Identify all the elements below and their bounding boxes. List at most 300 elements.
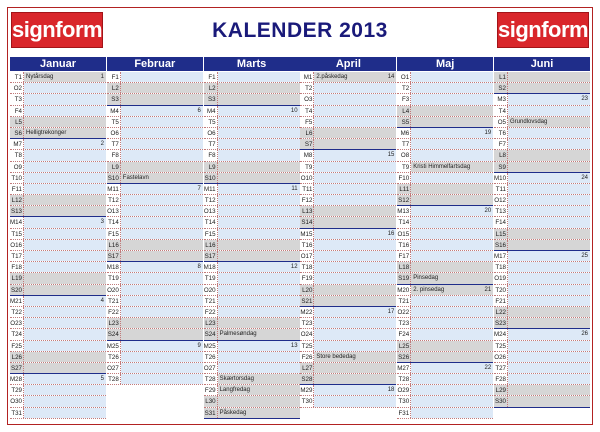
day-row[interactable] [10, 195, 106, 206]
day-row[interactable] [107, 251, 203, 262]
day-row[interactable] [397, 139, 493, 150]
day-row[interactable] [10, 285, 106, 296]
day-row[interactable] [107, 195, 203, 206]
holiday-name: Store bededag [316, 353, 356, 360]
day-note-area [508, 307, 590, 317]
day-label: S19 [398, 275, 410, 283]
day-row[interactable] [397, 184, 493, 195]
day-row[interactable] [300, 352, 396, 363]
day-note-area [411, 229, 493, 239]
day-label: S31 [204, 409, 216, 417]
day-row[interactable] [204, 329, 300, 340]
day-note-area [508, 285, 590, 295]
day-row[interactable] [494, 285, 590, 296]
day-row[interactable] [397, 72, 493, 83]
day-row[interactable] [494, 173, 590, 184]
day-row[interactable] [300, 217, 396, 228]
day-row[interactable] [10, 72, 106, 83]
day-note-area [314, 329, 396, 339]
day-note-area [314, 296, 396, 306]
day-label: O26 [494, 353, 506, 361]
day-row[interactable] [494, 251, 590, 262]
day-row[interactable] [107, 318, 203, 329]
day-row[interactable] [494, 195, 590, 206]
day-row[interactable] [494, 296, 590, 307]
day-label: S17 [204, 253, 216, 260]
day-note-area [508, 262, 590, 272]
day-note-area [24, 251, 106, 261]
day-row[interactable] [397, 262, 493, 273]
day-row[interactable] [10, 296, 106, 307]
day-label: T9 [300, 162, 314, 172]
day-row[interactable] [494, 240, 590, 251]
day-label: F1 [107, 72, 121, 82]
day-note-area [411, 217, 493, 227]
day-row[interactable] [397, 162, 493, 173]
day-row[interactable] [397, 296, 493, 307]
day-row[interactable] [204, 273, 300, 284]
day-label: F8 [204, 150, 218, 160]
day-row[interactable] [300, 273, 396, 284]
day-row[interactable] [10, 251, 106, 262]
day-row[interactable] [204, 117, 300, 128]
day-row[interactable] [494, 206, 590, 217]
day-note-area [218, 217, 300, 227]
day-label: M3 [494, 94, 508, 104]
day-row[interactable] [300, 206, 396, 217]
day-row[interactable] [204, 385, 300, 396]
day-row[interactable] [107, 117, 203, 128]
day-row[interactable] [300, 72, 396, 83]
day-row[interactable] [300, 173, 396, 184]
day-row[interactable] [204, 408, 300, 419]
day-row[interactable] [10, 341, 106, 352]
day-row[interactable] [107, 352, 203, 363]
day-row[interactable] [204, 396, 300, 407]
day-row[interactable] [397, 307, 493, 318]
day-note-area [411, 128, 493, 138]
day-row[interactable] [300, 251, 396, 262]
day-row[interactable] [397, 251, 493, 262]
day-note-area [24, 195, 106, 205]
day-row[interactable] [10, 229, 106, 240]
day-label: L11 [397, 184, 411, 194]
holiday-name: Kristi Himmelfartsdag [413, 163, 471, 170]
week-number: 4 [100, 297, 104, 304]
day-row[interactable] [494, 83, 590, 94]
day-label: T28 [108, 376, 119, 384]
day-label: L23 [108, 320, 119, 328]
day-row[interactable] [300, 117, 396, 128]
day-row[interactable] [204, 262, 300, 273]
day-label: S24 [204, 331, 216, 339]
day-label: T4 [300, 106, 314, 116]
day-row[interactable] [204, 150, 300, 161]
day-row[interactable] [494, 273, 590, 284]
day-label: O20 [107, 286, 119, 294]
day-row[interactable] [494, 162, 590, 173]
day-row[interactable] [204, 363, 300, 374]
day-row[interactable] [397, 206, 493, 217]
day-row[interactable] [107, 374, 203, 385]
day-row[interactable] [107, 173, 203, 184]
day-row[interactable] [300, 396, 396, 407]
day-row[interactable] [397, 352, 493, 363]
day-row[interactable] [204, 251, 300, 262]
day-row[interactable] [107, 83, 203, 94]
day-row[interactable] [300, 329, 396, 340]
day-row[interactable] [10, 128, 106, 139]
day-note-area [508, 240, 590, 250]
day-label: L19 [11, 275, 22, 283]
day-row[interactable] [397, 106, 493, 117]
day-note-area [218, 396, 300, 406]
day-row[interactable] [300, 150, 396, 161]
week-number: 13 [290, 342, 298, 349]
day-row[interactable] [10, 396, 106, 407]
day-row[interactable] [494, 329, 590, 340]
day-row[interactable] [300, 139, 396, 150]
day-note-area [218, 206, 300, 216]
day-note-area [411, 408, 493, 418]
day-label: S3 [107, 94, 121, 104]
day-row[interactable] [107, 162, 203, 173]
day-row[interactable] [494, 139, 590, 150]
day-note-area [508, 385, 590, 395]
day-row[interactable] [107, 184, 203, 195]
day-row[interactable] [494, 128, 590, 139]
day-list [300, 72, 396, 408]
day-row[interactable] [494, 106, 590, 117]
day-row[interactable] [397, 273, 493, 284]
holiday-name: Palmesøndag [219, 331, 257, 338]
day-row[interactable] [204, 285, 300, 296]
day-row[interactable] [107, 106, 203, 117]
month-header: Februar [107, 57, 203, 71]
day-note-area [411, 385, 493, 395]
day-row[interactable] [107, 128, 203, 139]
day-row[interactable] [204, 296, 300, 307]
day-row[interactable] [10, 206, 106, 217]
day-row[interactable] [10, 139, 106, 150]
day-note-area [218, 251, 300, 261]
day-note-area [218, 307, 300, 317]
day-row[interactable] [204, 307, 300, 318]
day-row[interactable] [300, 162, 396, 173]
day-list [397, 72, 493, 419]
day-label: M25 [203, 342, 216, 350]
day-row[interactable] [107, 150, 203, 161]
day-note-area [314, 318, 396, 328]
day-row[interactable] [494, 396, 590, 407]
day-row[interactable] [204, 318, 300, 329]
day-row[interactable] [397, 217, 493, 228]
day-label: T25 [301, 342, 313, 350]
signform-logo-right: signform [497, 12, 589, 48]
day-note-area [411, 206, 493, 216]
day-note-area [314, 251, 396, 261]
day-row[interactable] [204, 240, 300, 251]
day-row[interactable] [204, 217, 300, 228]
day-note-area [218, 173, 300, 183]
day-row[interactable] [494, 72, 590, 83]
day-label: M18 [203, 264, 216, 272]
day-row[interactable] [397, 318, 493, 329]
day-note-area [121, 262, 203, 272]
month-header: Juni [494, 57, 590, 71]
day-row[interactable] [300, 318, 396, 329]
day-note-area [121, 150, 203, 160]
day-row[interactable] [494, 217, 590, 228]
day-row[interactable] [107, 296, 203, 307]
day-row[interactable] [204, 94, 300, 105]
day-note-area [218, 150, 300, 160]
day-row[interactable] [397, 374, 493, 385]
day-row[interactable] [107, 139, 203, 150]
day-note-area [508, 106, 590, 116]
day-note-area [24, 94, 106, 104]
day-label: O8 [397, 150, 411, 160]
day-row[interactable] [10, 106, 106, 117]
day-note-area [24, 363, 106, 373]
day-label: S24 [107, 331, 119, 339]
day-label: O30 [10, 398, 22, 406]
day-label: F11 [11, 185, 22, 193]
day-label: F10 [398, 174, 410, 182]
day-label: S30 [494, 398, 506, 406]
day-row[interactable] [397, 94, 493, 105]
day-row[interactable] [204, 72, 300, 83]
day-row[interactable] [204, 106, 300, 117]
day-row[interactable] [494, 184, 590, 195]
day-label: S27 [10, 364, 22, 372]
day-label: M21 [10, 297, 23, 305]
day-row[interactable] [494, 229, 590, 240]
day-row[interactable] [397, 363, 493, 374]
month-header: Maj [397, 57, 493, 71]
day-note-area [508, 273, 590, 283]
day-row[interactable] [10, 240, 106, 251]
day-row[interactable] [494, 150, 590, 161]
week-number: 5 [100, 376, 104, 383]
day-note-area [508, 206, 590, 216]
day-row[interactable] [204, 195, 300, 206]
day-row[interactable] [397, 329, 493, 340]
day-note-area [121, 195, 203, 205]
day-row[interactable] [397, 195, 493, 206]
day-row[interactable] [10, 329, 106, 340]
day-row[interactable] [107, 72, 203, 83]
day-note-area [24, 396, 106, 406]
day-row[interactable] [10, 94, 106, 105]
day-label: T31 [11, 409, 22, 417]
day-list [10, 72, 106, 419]
day-note-area [218, 240, 300, 250]
day-row[interactable] [300, 229, 396, 240]
week-number: 6 [197, 107, 201, 114]
day-row[interactable] [204, 128, 300, 139]
day-row[interactable] [107, 240, 203, 251]
day-note-area [411, 139, 493, 149]
day-row[interactable] [107, 363, 203, 374]
day-row[interactable] [10, 352, 106, 363]
day-note-area [508, 318, 590, 328]
day-row[interactable] [300, 307, 396, 318]
day-row[interactable] [10, 262, 106, 273]
day-label: M28 [10, 376, 23, 384]
day-row[interactable] [204, 229, 300, 240]
day-label: L15 [495, 230, 506, 238]
day-row[interactable] [300, 374, 396, 385]
day-row[interactable] [107, 217, 203, 228]
day-row[interactable] [204, 139, 300, 150]
day-row[interactable] [494, 341, 590, 352]
day-label: L9 [107, 162, 121, 172]
day-label: T14 [108, 219, 119, 227]
day-row[interactable] [107, 285, 203, 296]
day-row[interactable] [397, 285, 493, 296]
day-row[interactable] [10, 374, 106, 385]
day-row[interactable] [494, 352, 590, 363]
day-row[interactable] [10, 83, 106, 94]
day-row[interactable] [107, 206, 203, 217]
day-row[interactable] [300, 83, 396, 94]
day-note-area [314, 83, 396, 93]
day-row[interactable] [300, 296, 396, 307]
day-row[interactable] [397, 150, 493, 161]
day-row[interactable] [494, 262, 590, 273]
day-row[interactable] [107, 307, 203, 318]
day-note-area [218, 184, 300, 194]
day-row[interactable] [10, 318, 106, 329]
day-label: T13 [495, 208, 506, 216]
day-row[interactable] [204, 184, 300, 195]
day-row[interactable] [10, 173, 106, 184]
day-label: F22 [108, 308, 119, 316]
day-note-area [218, 285, 300, 295]
day-row[interactable] [10, 117, 106, 128]
day-label: O23 [10, 320, 22, 328]
day-row[interactable] [107, 329, 203, 340]
day-label: S10 [204, 174, 216, 182]
day-row[interactable] [204, 162, 300, 173]
day-row[interactable] [10, 273, 106, 284]
day-label: F5 [300, 117, 314, 127]
day-label: F29 [204, 387, 216, 395]
day-row[interactable] [397, 240, 493, 251]
day-row[interactable] [107, 273, 203, 284]
day-note-area [24, 352, 106, 362]
day-row[interactable] [300, 94, 396, 105]
day-row[interactable] [107, 262, 203, 273]
day-row[interactable] [107, 341, 203, 352]
day-note-area [508, 396, 590, 406]
day-row[interactable] [10, 307, 106, 318]
day-row[interactable] [397, 341, 493, 352]
day-row[interactable] [397, 117, 493, 128]
day-row[interactable] [107, 229, 203, 240]
day-label: F19 [301, 275, 313, 283]
month-header: Januar [10, 57, 106, 71]
day-row[interactable] [397, 128, 493, 139]
day-row[interactable] [494, 318, 590, 329]
day-row[interactable] [300, 341, 396, 352]
week-number: 23 [581, 96, 588, 103]
day-row[interactable] [397, 83, 493, 94]
day-row[interactable] [10, 363, 106, 374]
day-row[interactable] [397, 396, 493, 407]
day-row[interactable] [494, 385, 590, 396]
day-row[interactable] [204, 206, 300, 217]
day-row[interactable] [494, 94, 590, 105]
day-row[interactable] [300, 262, 396, 273]
day-row[interactable] [204, 352, 300, 363]
day-row[interactable] [300, 285, 396, 296]
day-note-area [411, 363, 493, 373]
day-label: S23 [494, 320, 506, 328]
day-row[interactable] [300, 184, 396, 195]
day-row[interactable] [300, 385, 396, 396]
day-row[interactable] [10, 217, 106, 228]
day-label: L27 [302, 364, 313, 372]
day-row[interactable] [204, 374, 300, 385]
day-row[interactable] [494, 117, 590, 128]
day-note-area [24, 117, 106, 127]
day-row[interactable] [10, 385, 106, 396]
day-note-area [121, 72, 203, 82]
day-row[interactable] [204, 341, 300, 352]
day-row[interactable] [397, 229, 493, 240]
day-label: T11 [495, 185, 506, 193]
month-column-juni [494, 57, 590, 422]
day-row[interactable] [494, 307, 590, 318]
day-note-area [218, 262, 300, 272]
day-note-area [24, 273, 106, 283]
day-row[interactable] [10, 162, 106, 173]
day-row[interactable] [300, 240, 396, 251]
day-row[interactable] [204, 83, 300, 94]
day-row[interactable] [300, 128, 396, 139]
day-note-area [314, 363, 396, 373]
day-label: T26 [108, 353, 119, 361]
day-row[interactable] [10, 150, 106, 161]
holiday-name: 2.påskedag [316, 74, 348, 80]
day-note-area [411, 296, 493, 306]
day-note-area [508, 72, 590, 82]
day-row[interactable] [494, 374, 590, 385]
day-note-area [314, 139, 396, 149]
day-label: M29 [300, 387, 313, 395]
day-row[interactable] [494, 363, 590, 374]
day-row[interactable] [300, 195, 396, 206]
day-row[interactable] [397, 385, 493, 396]
day-row[interactable] [397, 173, 493, 184]
day-row[interactable] [204, 173, 300, 184]
day-row[interactable] [300, 363, 396, 374]
day-label: S12 [398, 197, 410, 205]
day-row[interactable] [107, 94, 203, 105]
day-label: L9 [204, 162, 218, 172]
day-label: T28 [398, 376, 410, 384]
day-row[interactable] [300, 106, 396, 117]
day-note-area [411, 329, 493, 339]
day-row[interactable] [397, 408, 493, 419]
day-note-area [121, 251, 203, 261]
day-label: L16 [108, 241, 119, 249]
day-row[interactable] [10, 184, 106, 195]
day-row[interactable] [10, 408, 106, 419]
day-note-area [218, 162, 300, 172]
